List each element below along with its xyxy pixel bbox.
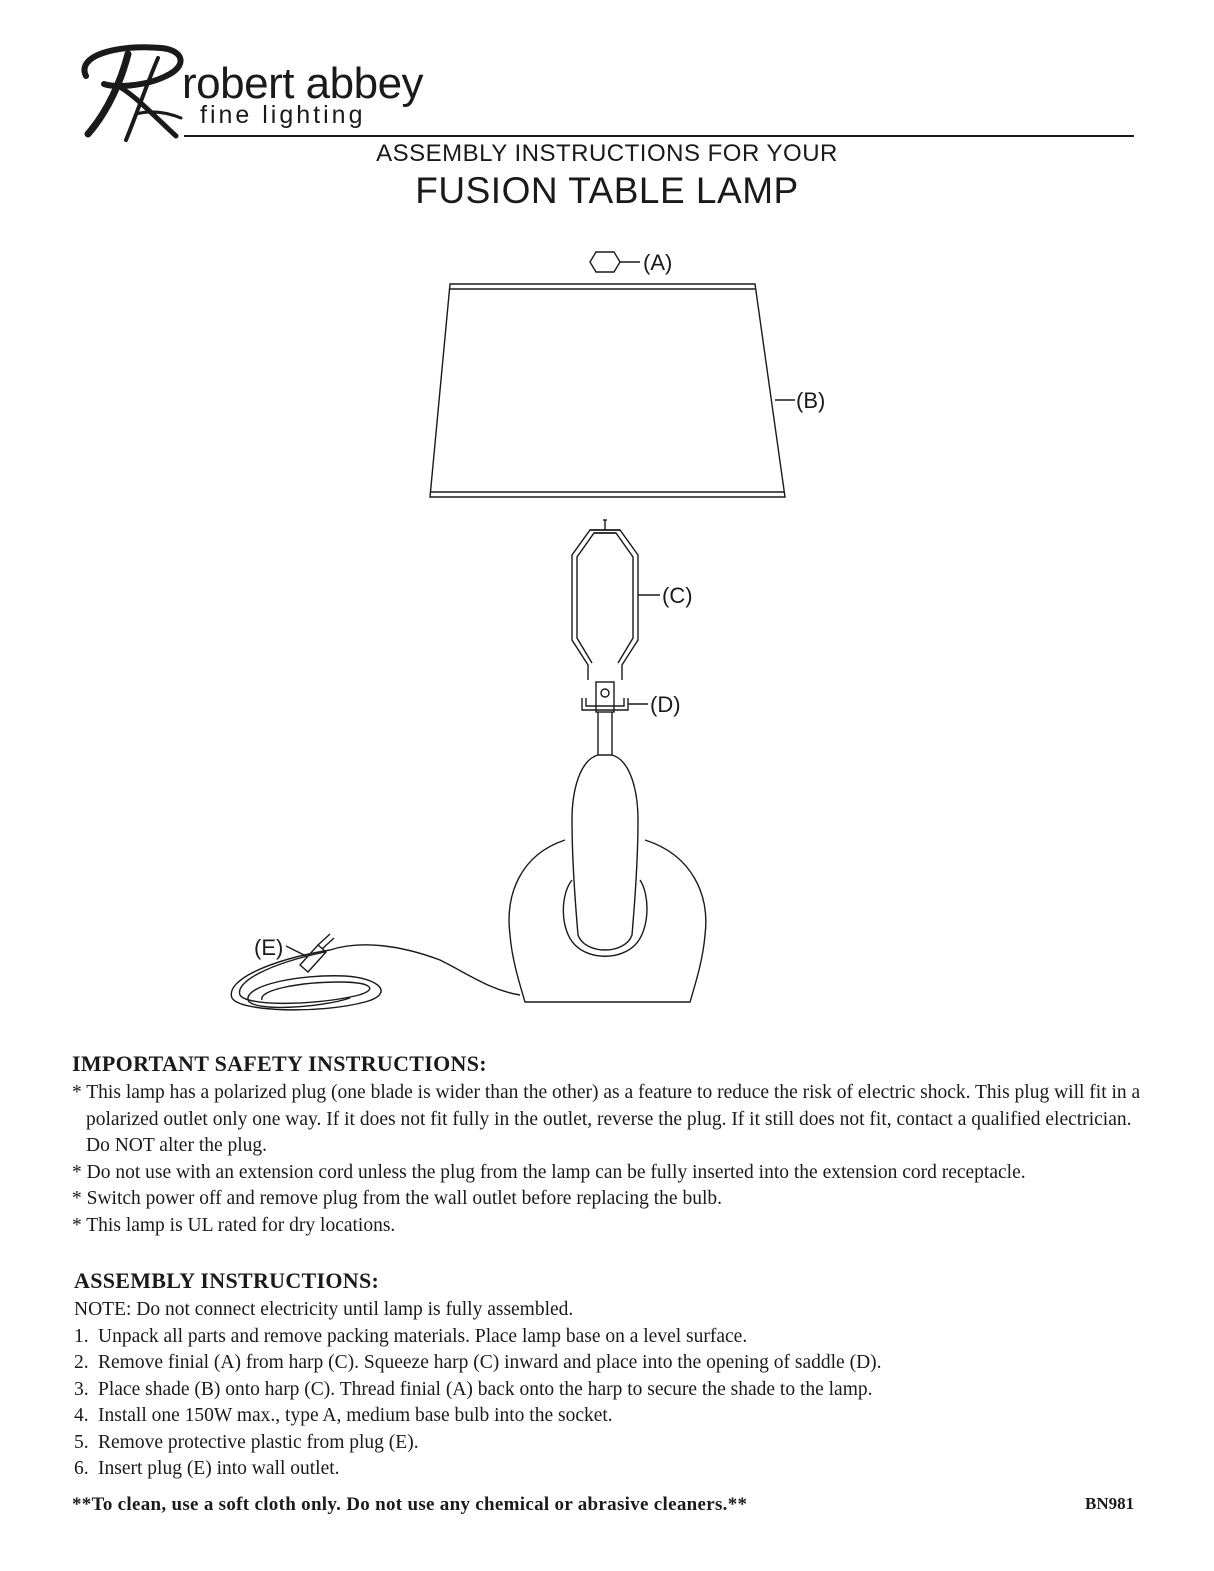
step-number: 4. xyxy=(74,1405,89,1426)
assembly-note: NOTE: Do not connect electricity until lamp is fully assembled. xyxy=(74,1299,574,1320)
safety-item: * Do not use with an extension cord unless the plug from the lamp can be fully inserted into the extension cord receptacle. xyxy=(72,1161,1026,1183)
assembly-step xyxy=(74,1430,1154,1457)
lamp-body-part xyxy=(509,755,706,1002)
document-title: FUSION TABLE LAMP xyxy=(415,170,799,211)
step-text: Insert plug (E) into wall outlet. xyxy=(98,1458,340,1479)
label-plug: (E) xyxy=(254,935,284,960)
step-number: 6. xyxy=(74,1458,89,1479)
lamp-assembly-diagram xyxy=(0,235,1214,1035)
safety-item: * This lamp is UL rated for dry locations. xyxy=(72,1214,396,1236)
label-finial: (A) xyxy=(643,250,673,275)
step-text: Place shade (B) onto harp (C). Thread finial (A) back onto the harp to secure the shade to the lamp. xyxy=(98,1378,873,1400)
assembly-instructions xyxy=(74,1267,1154,1483)
finial-part xyxy=(590,252,640,272)
assembly-title: ASSEMBLY INSTRUCTIONS: xyxy=(74,1268,380,1293)
brand-tagline: fine lighting xyxy=(200,101,366,129)
step-text: Remove protective plastic from plug (E). xyxy=(98,1431,419,1453)
harp-part xyxy=(572,520,660,680)
step-number: 3. xyxy=(74,1378,89,1400)
assembly-step xyxy=(74,1456,1154,1483)
label-harp: (C) xyxy=(662,583,693,608)
step-number: 1. xyxy=(74,1325,89,1347)
assembly-step xyxy=(74,1403,1154,1430)
step-number: 2. xyxy=(74,1352,89,1373)
label-shade: (B) xyxy=(796,388,826,413)
safety-item: * This lamp has a polarized plug (one blade is wider than the other) as a feature to reduce the risk of electric shock. This plug will fit in a polarized outlet only one way. If it does not fit fully in the outlet, reverse the plug. If it still does not fit, contact a qualified electrician. Do NOT alter the plug. xyxy=(72,1082,1141,1156)
assembly-step xyxy=(74,1377,1154,1404)
step-text: Remove finial (A) from harp (C). Squeeze harp (C) inward and place into the opening of saddle (D). xyxy=(98,1352,882,1373)
step-number: 5. xyxy=(74,1431,89,1453)
care-note: **To clean, use a soft cloth only. Do not use any chemical or abrasive cleaners.** xyxy=(72,1494,748,1515)
document-heading: ASSEMBLY INSTRUCTIONS FOR YOUR xyxy=(376,140,838,167)
assembly-step xyxy=(74,1324,1154,1351)
safety-item: * Switch power off and remove plug from the wall outlet before replacing the bulb. xyxy=(72,1188,722,1209)
step-text: Unpack all parts and remove packing materials. Place lamp base on a level surface. xyxy=(98,1325,748,1347)
step-text: Install one 150W max., type A, medium base bulb into the socket. xyxy=(98,1405,613,1426)
safety-instructions xyxy=(72,1050,1152,1239)
shade-part xyxy=(430,284,795,497)
label-saddle: (D) xyxy=(650,692,681,717)
document-code: BN981 xyxy=(1085,1494,1135,1513)
saddle-part xyxy=(582,682,648,755)
brand-monogram-logo xyxy=(66,36,196,146)
safety-title: IMPORTANT SAFETY INSTRUCTIONS: xyxy=(72,1051,487,1076)
header-divider xyxy=(184,135,1134,137)
brand-name: robert abbey xyxy=(182,59,424,108)
assembly-step xyxy=(74,1350,1154,1377)
